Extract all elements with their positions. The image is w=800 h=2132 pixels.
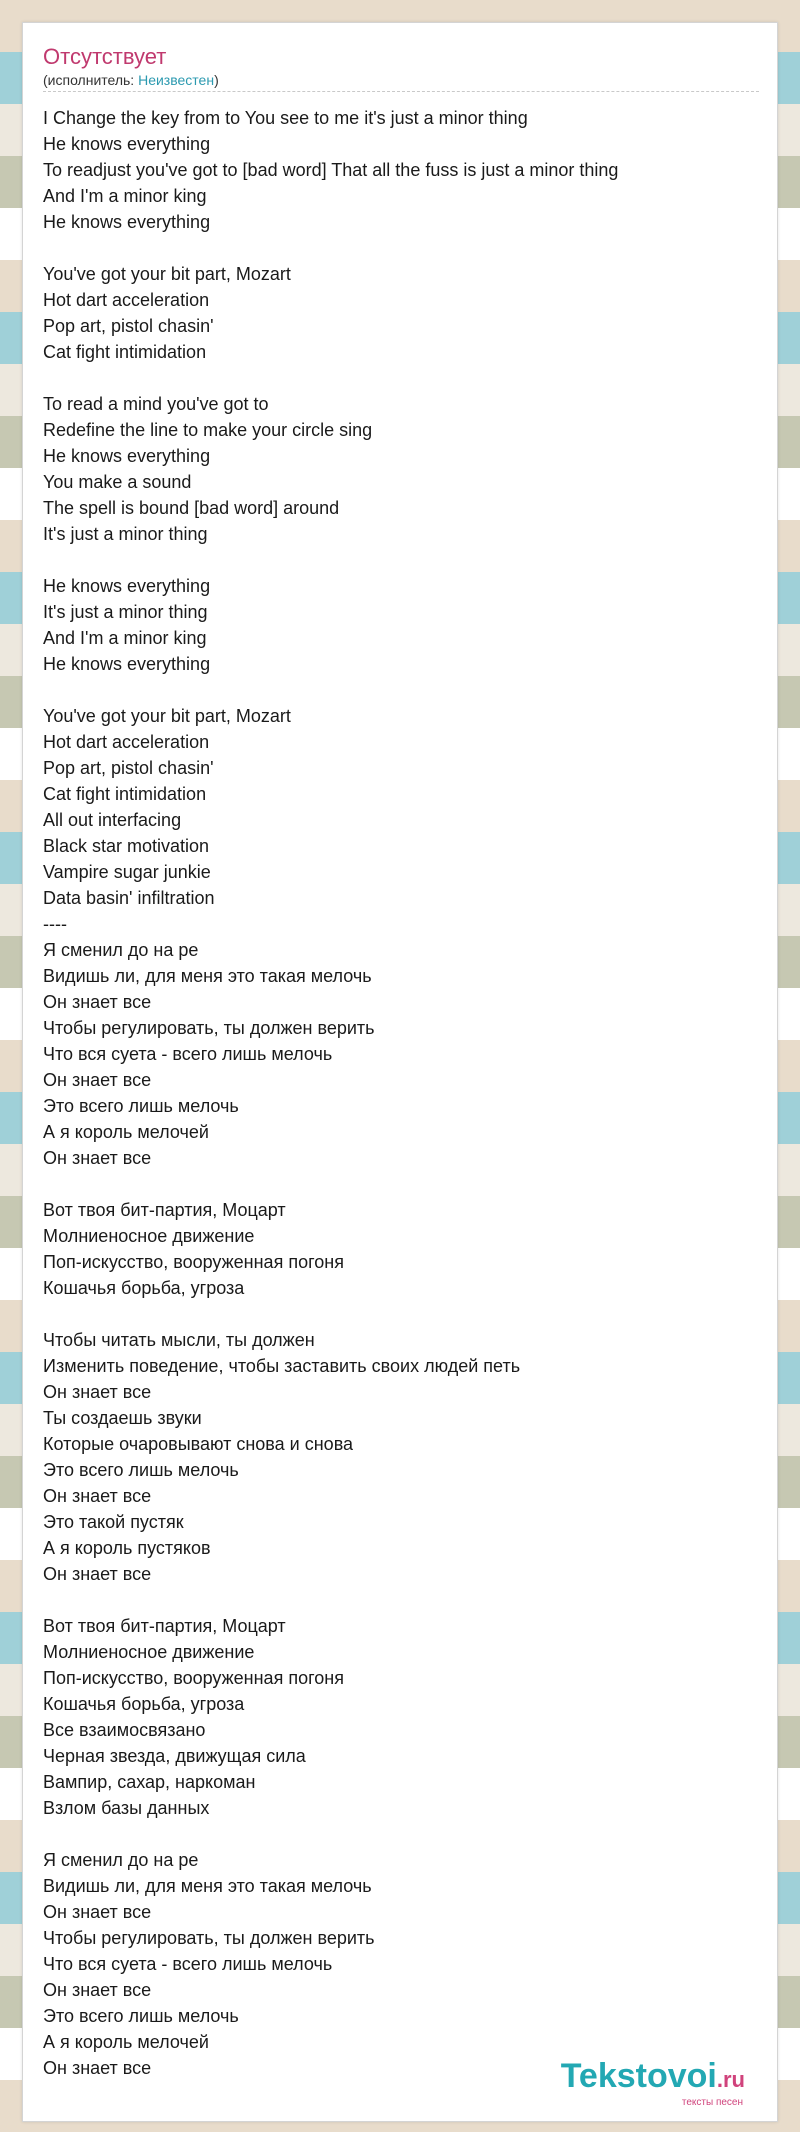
- performer-link[interactable]: Неизвестен: [138, 72, 215, 88]
- lyrics-line: Вот твоя бит-партия, Моцарт: [43, 1200, 286, 1220]
- lyrics-line: Все взаимосвязано: [43, 1720, 206, 1740]
- lyrics-line: You've got your bit part, Mozart: [43, 706, 291, 726]
- lyrics-line: Вампир, сахар, наркоман: [43, 1772, 256, 1792]
- lyrics-line: Redefine the line to make your circle sing: [43, 420, 373, 440]
- lyrics-line: Поп-искусство, вооруженная погоня: [43, 1252, 344, 1272]
- lyrics-line: And I'm a minor king: [43, 186, 207, 206]
- performer-prefix: (исполнитель:: [43, 72, 139, 88]
- lyrics-line: А я король пустяков: [43, 1538, 211, 1558]
- lyrics-text: [43, 105, 759, 2081]
- lyrics-blank-line: [43, 677, 759, 703]
- lyrics-line: Он знает все: [43, 1148, 152, 1168]
- performer-suffix: ): [214, 72, 219, 88]
- lyrics-line: It's just a minor thing: [43, 602, 208, 622]
- lyrics-line: Vampire sugar junkie: [43, 862, 211, 882]
- lyrics-line: Он знает все: [43, 2058, 152, 2078]
- lyrics-line: Чтобы регулировать, ты должен верить: [43, 1018, 375, 1038]
- lyrics-line: He knows everything: [43, 576, 211, 596]
- lyrics-line: Кошачья борьба, угроза: [43, 1694, 245, 1714]
- lyrics-line: To read a mind you've got to: [43, 394, 269, 414]
- lyrics-line: Ты создаешь звуки: [43, 1408, 202, 1428]
- lyrics-line: Я сменил до на ре: [43, 940, 199, 960]
- lyrics-line: Он знает все: [43, 1070, 152, 1090]
- lyrics-card: [22, 22, 778, 2122]
- logo-tagline: тексты песен: [681, 2097, 743, 2108]
- lyrics-blank-line: [43, 1587, 759, 1613]
- lyrics-line: Он знает все: [43, 1902, 152, 1922]
- lyrics-line: ----: [43, 914, 67, 934]
- song-title: Отсутствует: [43, 44, 167, 69]
- lyrics-blank-line: [43, 547, 759, 573]
- song-header: [43, 43, 759, 92]
- lyrics-line: Cat fight intimidation: [43, 342, 207, 362]
- lyrics-line: Что вся суета - всего лишь мелочь: [43, 1954, 333, 1974]
- lyrics-line: Изменить поведение, чтобы заставить своих людей петь: [43, 1356, 521, 1376]
- lyrics-line: Cat fight intimidation: [43, 784, 207, 804]
- lyrics-line: To readjust you've got to [bad word] That all the fuss is just a minor thing: [43, 160, 619, 180]
- lyrics-line: Чтобы читать мысли, ты должен: [43, 1330, 315, 1350]
- lyrics-line: Вот твоя бит-партия, Моцарт: [43, 1616, 286, 1636]
- lyrics-line: Поп-искусство, вооруженная погоня: [43, 1668, 344, 1688]
- lyrics-line: He knows everything: [43, 212, 211, 232]
- logo-wordmark: [561, 2059, 745, 2097]
- lyrics-line: А я король мелочей: [43, 2032, 209, 2052]
- lyrics-line: Он знает все: [43, 992, 152, 1012]
- lyrics-line: Он знает все: [43, 1564, 152, 1584]
- logo-tld: .ru: [716, 2067, 745, 2092]
- lyrics-line: All out interfacing: [43, 810, 182, 830]
- lyrics-line: Это такой пустяк: [43, 1512, 184, 1532]
- lyrics-line: Pop art, pistol chasin': [43, 758, 214, 778]
- lyrics-line: Черная звезда, движущая сила: [43, 1746, 306, 1766]
- lyrics-blank-line: [43, 365, 759, 391]
- lyrics-line: Которые очаровывают снова и снова: [43, 1434, 354, 1454]
- lyrics-line: Data basin' infiltration: [43, 888, 215, 908]
- lyrics-blank-line: [43, 1821, 759, 1847]
- lyrics-line: Молниеносное движение: [43, 1642, 255, 1662]
- lyrics-line: Видишь ли, для меня это такая мелочь: [43, 1876, 372, 1896]
- lyrics-line: А я король мелочей: [43, 1122, 209, 1142]
- lyrics-line: Видишь ли, для меня это такая мелочь: [43, 966, 372, 986]
- logo-name: Tekstovoi: [560, 2057, 717, 2095]
- lyrics-line: Он знает все: [43, 1980, 152, 2000]
- site-logo[interactable]: [561, 2059, 745, 2109]
- lyrics-line: I Change the key from to You see to me it's just a minor thing: [43, 108, 528, 128]
- lyrics-line: Это всего лишь мелочь: [43, 1460, 239, 1480]
- lyrics-line: He knows everything: [43, 654, 211, 674]
- lyrics-line: Это всего лишь мелочь: [43, 2006, 239, 2026]
- lyrics-line: He knows everything: [43, 446, 211, 466]
- lyrics-line: Это всего лишь мелочь: [43, 1096, 239, 1116]
- lyrics-line: Он знает все: [43, 1486, 152, 1506]
- lyrics-line: Hot dart acceleration: [43, 290, 210, 310]
- performer-line: [43, 71, 759, 92]
- lyrics-line: He knows everything: [43, 134, 211, 154]
- lyrics-line: Что вся суета - всего лишь мелочь: [43, 1044, 333, 1064]
- lyrics-line: Hot dart acceleration: [43, 732, 210, 752]
- lyrics-blank-line: [43, 1301, 759, 1327]
- lyrics-line: You make a sound: [43, 472, 192, 492]
- lyrics-line: Молниеносное движение: [43, 1226, 255, 1246]
- lyrics-blank-line: [43, 1171, 759, 1197]
- lyrics-line: You've got your bit part, Mozart: [43, 264, 291, 284]
- lyrics-line: And I'm a minor king: [43, 628, 207, 648]
- lyrics-line: Pop art, pistol chasin': [43, 316, 214, 336]
- lyrics-line: Чтобы регулировать, ты должен верить: [43, 1928, 375, 1948]
- lyrics-line: Взлом базы данных: [43, 1798, 210, 1818]
- lyrics-line: Кошачья борьба, угроза: [43, 1278, 245, 1298]
- lyrics-line: Black star motivation: [43, 836, 210, 856]
- lyrics-line: Я сменил до на ре: [43, 1850, 199, 1870]
- lyrics-line: The spell is bound [bad word] around: [43, 498, 340, 518]
- lyrics-line: Он знает все: [43, 1382, 152, 1402]
- lyrics-blank-line: [43, 235, 759, 261]
- lyrics-line: It's just a minor thing: [43, 524, 208, 544]
